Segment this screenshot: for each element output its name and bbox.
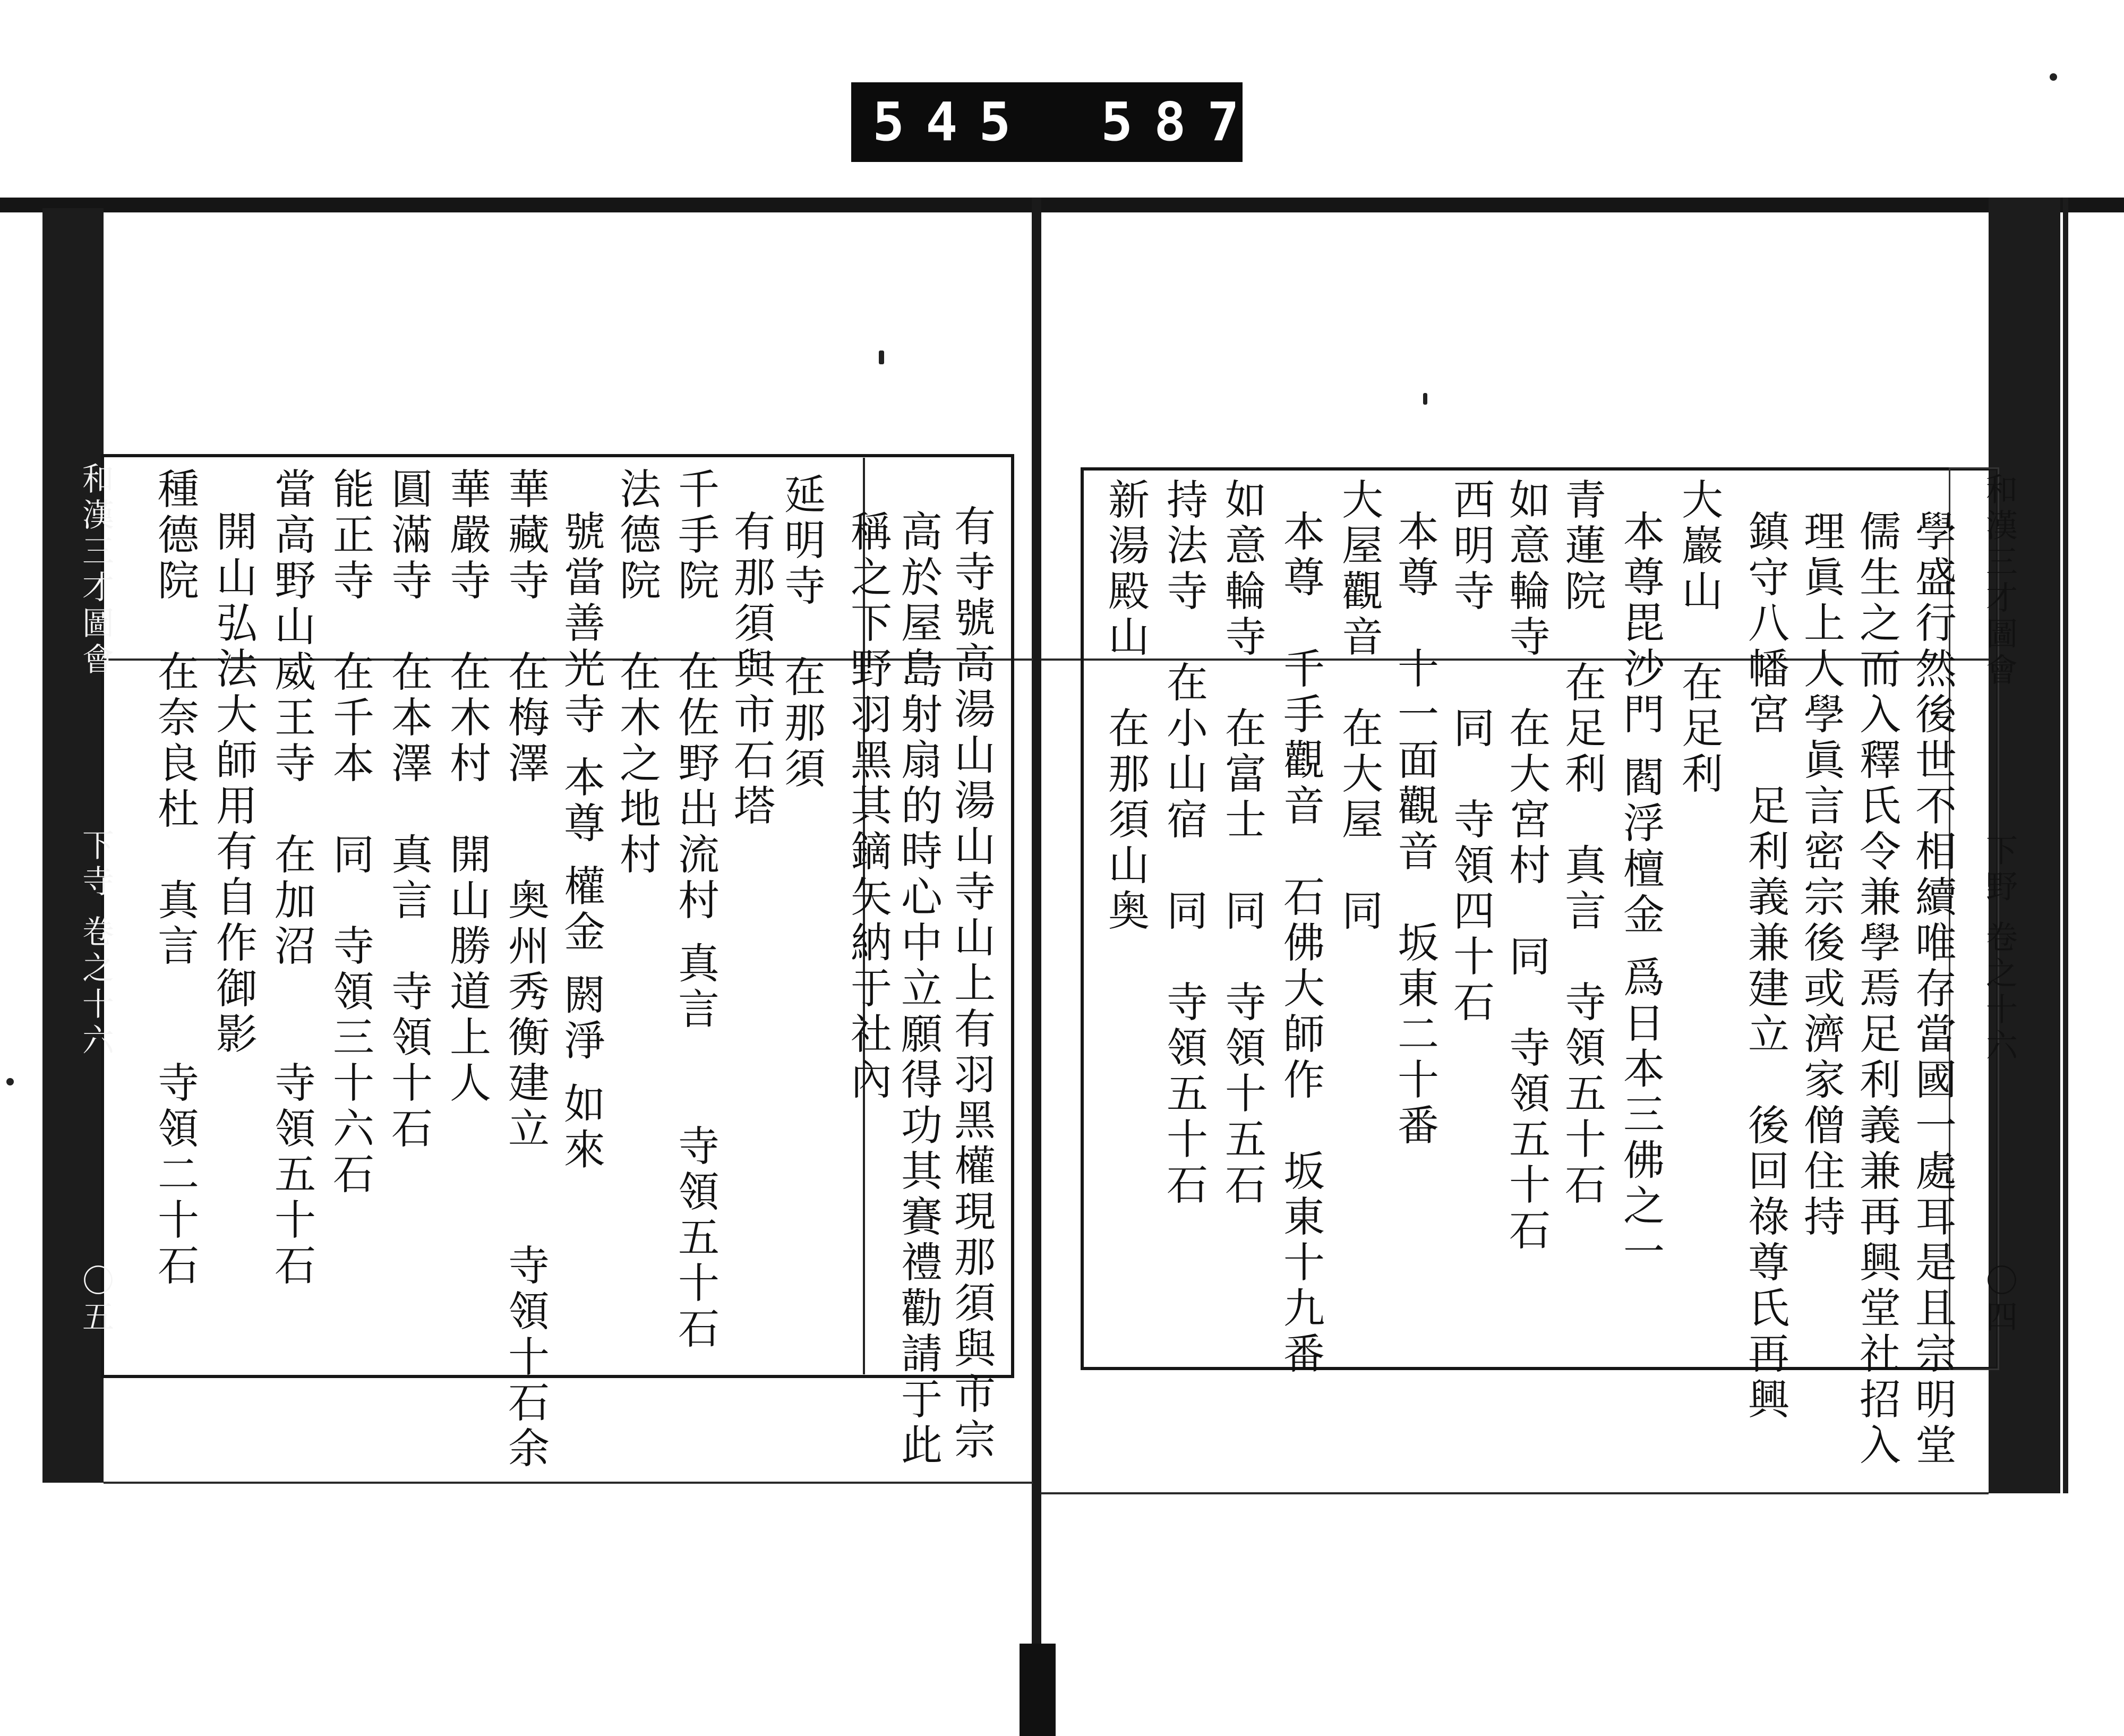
book-top-edge <box>0 198 2124 212</box>
scan-speck <box>1423 393 1427 405</box>
right-column-13: 如意輪寺 在富士 同 寺領十五石 <box>1218 478 1266 1209</box>
left-bottom-rule <box>104 1482 1033 1484</box>
right-column-9: 西明寺 同 寺領四十石 <box>1446 478 1494 1026</box>
left-margin-section: 下寺 卷之十六 <box>77 828 114 1060</box>
archive-number-plate <box>851 82 1261 162</box>
right-column-14: 持法寺 在小山宿 同 寺領五十石 <box>1160 478 1207 1209</box>
left-column-7: 法德院 在木之地村 <box>613 467 661 878</box>
scan-speck <box>6 1078 14 1085</box>
left-margin-title: 和漢三才圖會 <box>77 462 114 679</box>
right-column-2: 儒生之而入釋氏令兼學焉足利義兼再興堂社招入 <box>1853 510 1900 1469</box>
left-column-8: 號當善光寺 本尊 權金 閼淨 如來 <box>557 510 605 1174</box>
left-page-number: 〇五 <box>77 1264 114 1336</box>
right-column-3: 理眞上人學眞言密宗後或濟家僧住持 <box>1797 510 1845 1241</box>
left-column-10: 華嚴寺 在木村 開山勝道上人 <box>443 467 491 1107</box>
left-column-6: 千手院 在佐野出流村 真言 寺領五十石 <box>671 467 719 1353</box>
left-column-4: 延明寺 在那須 <box>777 473 825 792</box>
right-outer-edge <box>2063 198 2068 1493</box>
plate-right-number: 587 <box>1101 91 1261 153</box>
left-column-13: 當高野山威王寺 在加沼 寺領五十石 <box>268 467 315 1289</box>
left-column-15: 種德院 在奈良杜 真言 寺領二十石 <box>151 467 199 1289</box>
right-column-4: 鎮守八幡宮 足利義兼建立 後回祿尊氏再興 <box>1741 510 1789 1423</box>
right-column-12: 本尊 千手觀音 石佛大師作 坂東十九番 <box>1277 510 1324 1378</box>
book-spine <box>1032 198 1041 1736</box>
right-margin-title: 和漢三才圖會 <box>1981 473 2018 689</box>
right-bottom-rule <box>1041 1492 1989 1494</box>
left-column-11: 圓滿寺 在本澤 真言 寺領十石 <box>384 467 432 1152</box>
right-column-6: 本尊毘沙門 閻浮檀金 爲日本三佛之一 <box>1616 510 1664 1276</box>
right-column-8: 如意輪寺 在大宮村 同 寺領五十石 <box>1502 478 1550 1254</box>
right-column-5: 大巖山 在足利 <box>1675 478 1723 798</box>
right-column-15: 新湯殿山 在那須山奥 <box>1101 478 1149 935</box>
right-column-7: 青蓮院 在足利 真言 寺領五十石 <box>1558 478 1606 1209</box>
right-column-1: 學盛行然後世不相續唯存當國一處耳是且宗明堂 <box>1908 510 1956 1469</box>
plate-left-number: 545 <box>872 91 1032 153</box>
left-column-2: 高於屋島射扇的時心中立願得功其賽禮勸請于此 <box>894 510 942 1469</box>
left-column-12: 能正寺 在千本 同 寺領三十六石 <box>326 467 374 1198</box>
left-column-3: 稱之下野羽黑其鏑矢納于社內 <box>844 510 892 1104</box>
left-column-14: 開山弘法大師用有自作御影 <box>209 510 257 1058</box>
right-margin-section: 下野 卷之十六 <box>1981 834 2018 1065</box>
left-column-9: 華藏寺 在梅澤 奥州秀衡建立 寺領十石余 <box>501 467 549 1472</box>
scan-speck <box>879 350 884 364</box>
scan-speck <box>2050 73 2057 81</box>
left-column-1: 有寺號高湯山湯山寺山上有羽黑權現那須與市宗 <box>947 504 995 1464</box>
right-page-number: 〇四 <box>1981 1264 2018 1336</box>
left-column-5: 有那須與市石塔 <box>727 510 775 829</box>
right-column-11: 大屋觀音 在大屋 同 <box>1335 478 1383 935</box>
book-bottom-tab <box>1020 1644 1056 1736</box>
right-column-10: 本尊 十一面觀音 坂東二十番 <box>1391 510 1438 1149</box>
